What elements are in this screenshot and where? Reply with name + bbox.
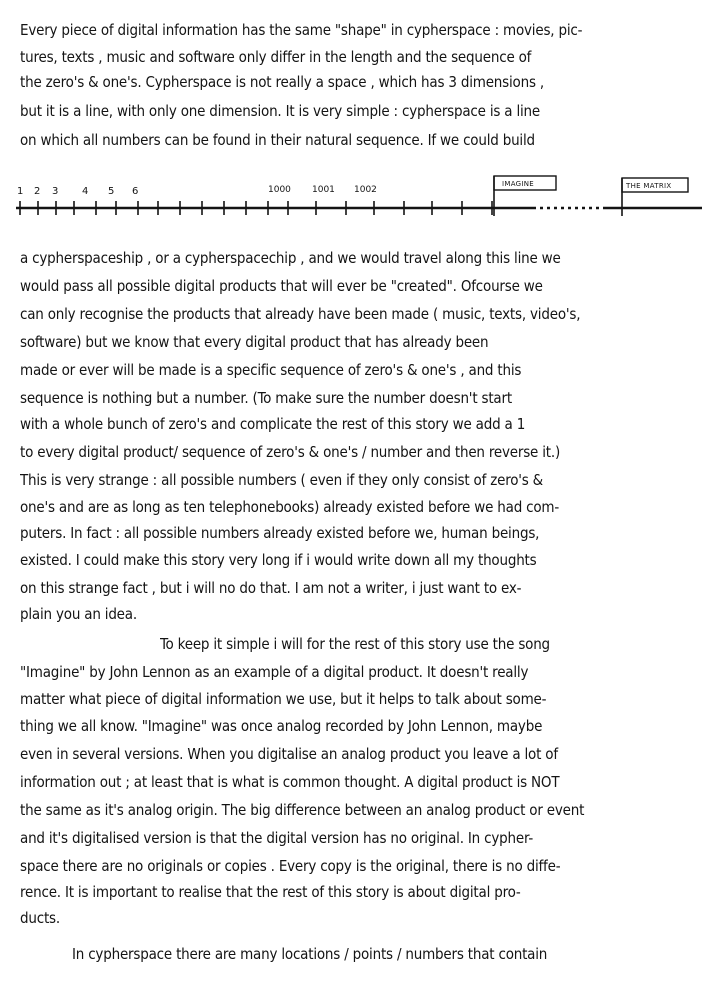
- text-line: plain you an idea.: [20, 605, 137, 623]
- text-line: Every piece of digital information has the same "shape" in cypherspace : movies, pic-: [20, 21, 583, 39]
- text-line: In cypherspace there are many locations / points / numbers that contain: [72, 945, 548, 963]
- text-line: space there are no originals or copies . Every copy is the original, there is no diffe-: [20, 857, 561, 875]
- text-line: on this strange fact , but i will no do that. I am not a writer, i just want to ex-: [20, 579, 522, 597]
- tick-label: 6: [132, 186, 139, 197]
- number-line-diagram: [12, 170, 702, 230]
- text-line: with a whole bunch of zero's and complicate the rest of this story we add a 1: [20, 415, 526, 433]
- text-line: To keep it simple i will for the rest of this story use the song: [160, 635, 550, 653]
- text-line: but it is a line, with only one dimension. It is very simple : cypherspace is a line: [20, 102, 541, 120]
- tick-label: 1002: [354, 185, 377, 195]
- number-line-svg: [12, 170, 702, 230]
- text-line: matter what piece of digital information we use, but it helps to talk about some-: [20, 690, 547, 708]
- text-line: and it's digitalised version is that the digital version has no original. In cypher-: [20, 829, 534, 847]
- text-line: information out ; at least that is what is common thought. A digital product is NOT: [20, 773, 560, 791]
- tick-label: 5: [108, 186, 115, 197]
- text-line: would pass all possible digital products that will ever be "created". Ofcourse we: [20, 277, 543, 295]
- text-line: on which all numbers can be found in their natural sequence. If we could build: [20, 131, 535, 149]
- text-line: made or ever will be made is a specific sequence of zero's & one's , and this: [20, 361, 522, 379]
- text-line: rence. It is important to realise that the rest of this story is about digital pro-: [20, 883, 521, 901]
- tick-label: 1: [17, 186, 24, 197]
- text-line: ducts.: [20, 909, 60, 927]
- text-line: to every digital product/ sequence of zero's & one's / number and then reverse it.): [20, 443, 561, 461]
- text-line: can only recognise the products that already have been made ( music, texts, video's,: [20, 305, 581, 323]
- tick-label: 4: [82, 186, 89, 197]
- text-line: This is very strange : all possible numbers ( even if they only consist of zero's &: [20, 471, 544, 489]
- text-line: even in several versions. When you digitalise an analog product you leave a lot of: [20, 745, 558, 763]
- matrix-label: THE MATRIX: [626, 182, 672, 190]
- tick-label: 1001: [312, 185, 335, 195]
- text-line: one's and are as long as ten telephonebooks) already existed before we had com-: [20, 498, 560, 516]
- text-line: the same as it's analog origin. The big difference between an analog product or event: [20, 801, 585, 819]
- imagine-label: IMAGINE: [502, 180, 535, 188]
- text-line: existed. I could make this story very long if i would write down all my thoughts: [20, 551, 537, 569]
- tick-label: 3: [52, 186, 59, 197]
- tick-label: 2: [34, 186, 41, 197]
- text-line: the zero's & one's. Cypherspace is not really a space , which has 3 dimensions ,: [20, 73, 544, 91]
- text-line: sequence is nothing but a number. (To make sure the number doesn't start: [20, 389, 512, 407]
- text-line: software) but we know that every digital product that has already been: [20, 333, 489, 351]
- text-line: a cypherspaceship , or a cypherspacechip , and we would travel along this line we: [20, 249, 561, 267]
- text-line: tures, texts , music and software only differ in the length and the sequence of: [20, 48, 532, 66]
- text-line: "Imagine" by John Lennon as an example of a digital product. It doesn't really: [20, 663, 529, 681]
- text-line: thing we all know. "Imagine" was once analog recorded by John Lennon, maybe: [20, 717, 543, 735]
- tick-label: 1000: [268, 185, 291, 195]
- text-line: puters. In fact : all possible numbers already existed before we, human beings,: [20, 524, 540, 542]
